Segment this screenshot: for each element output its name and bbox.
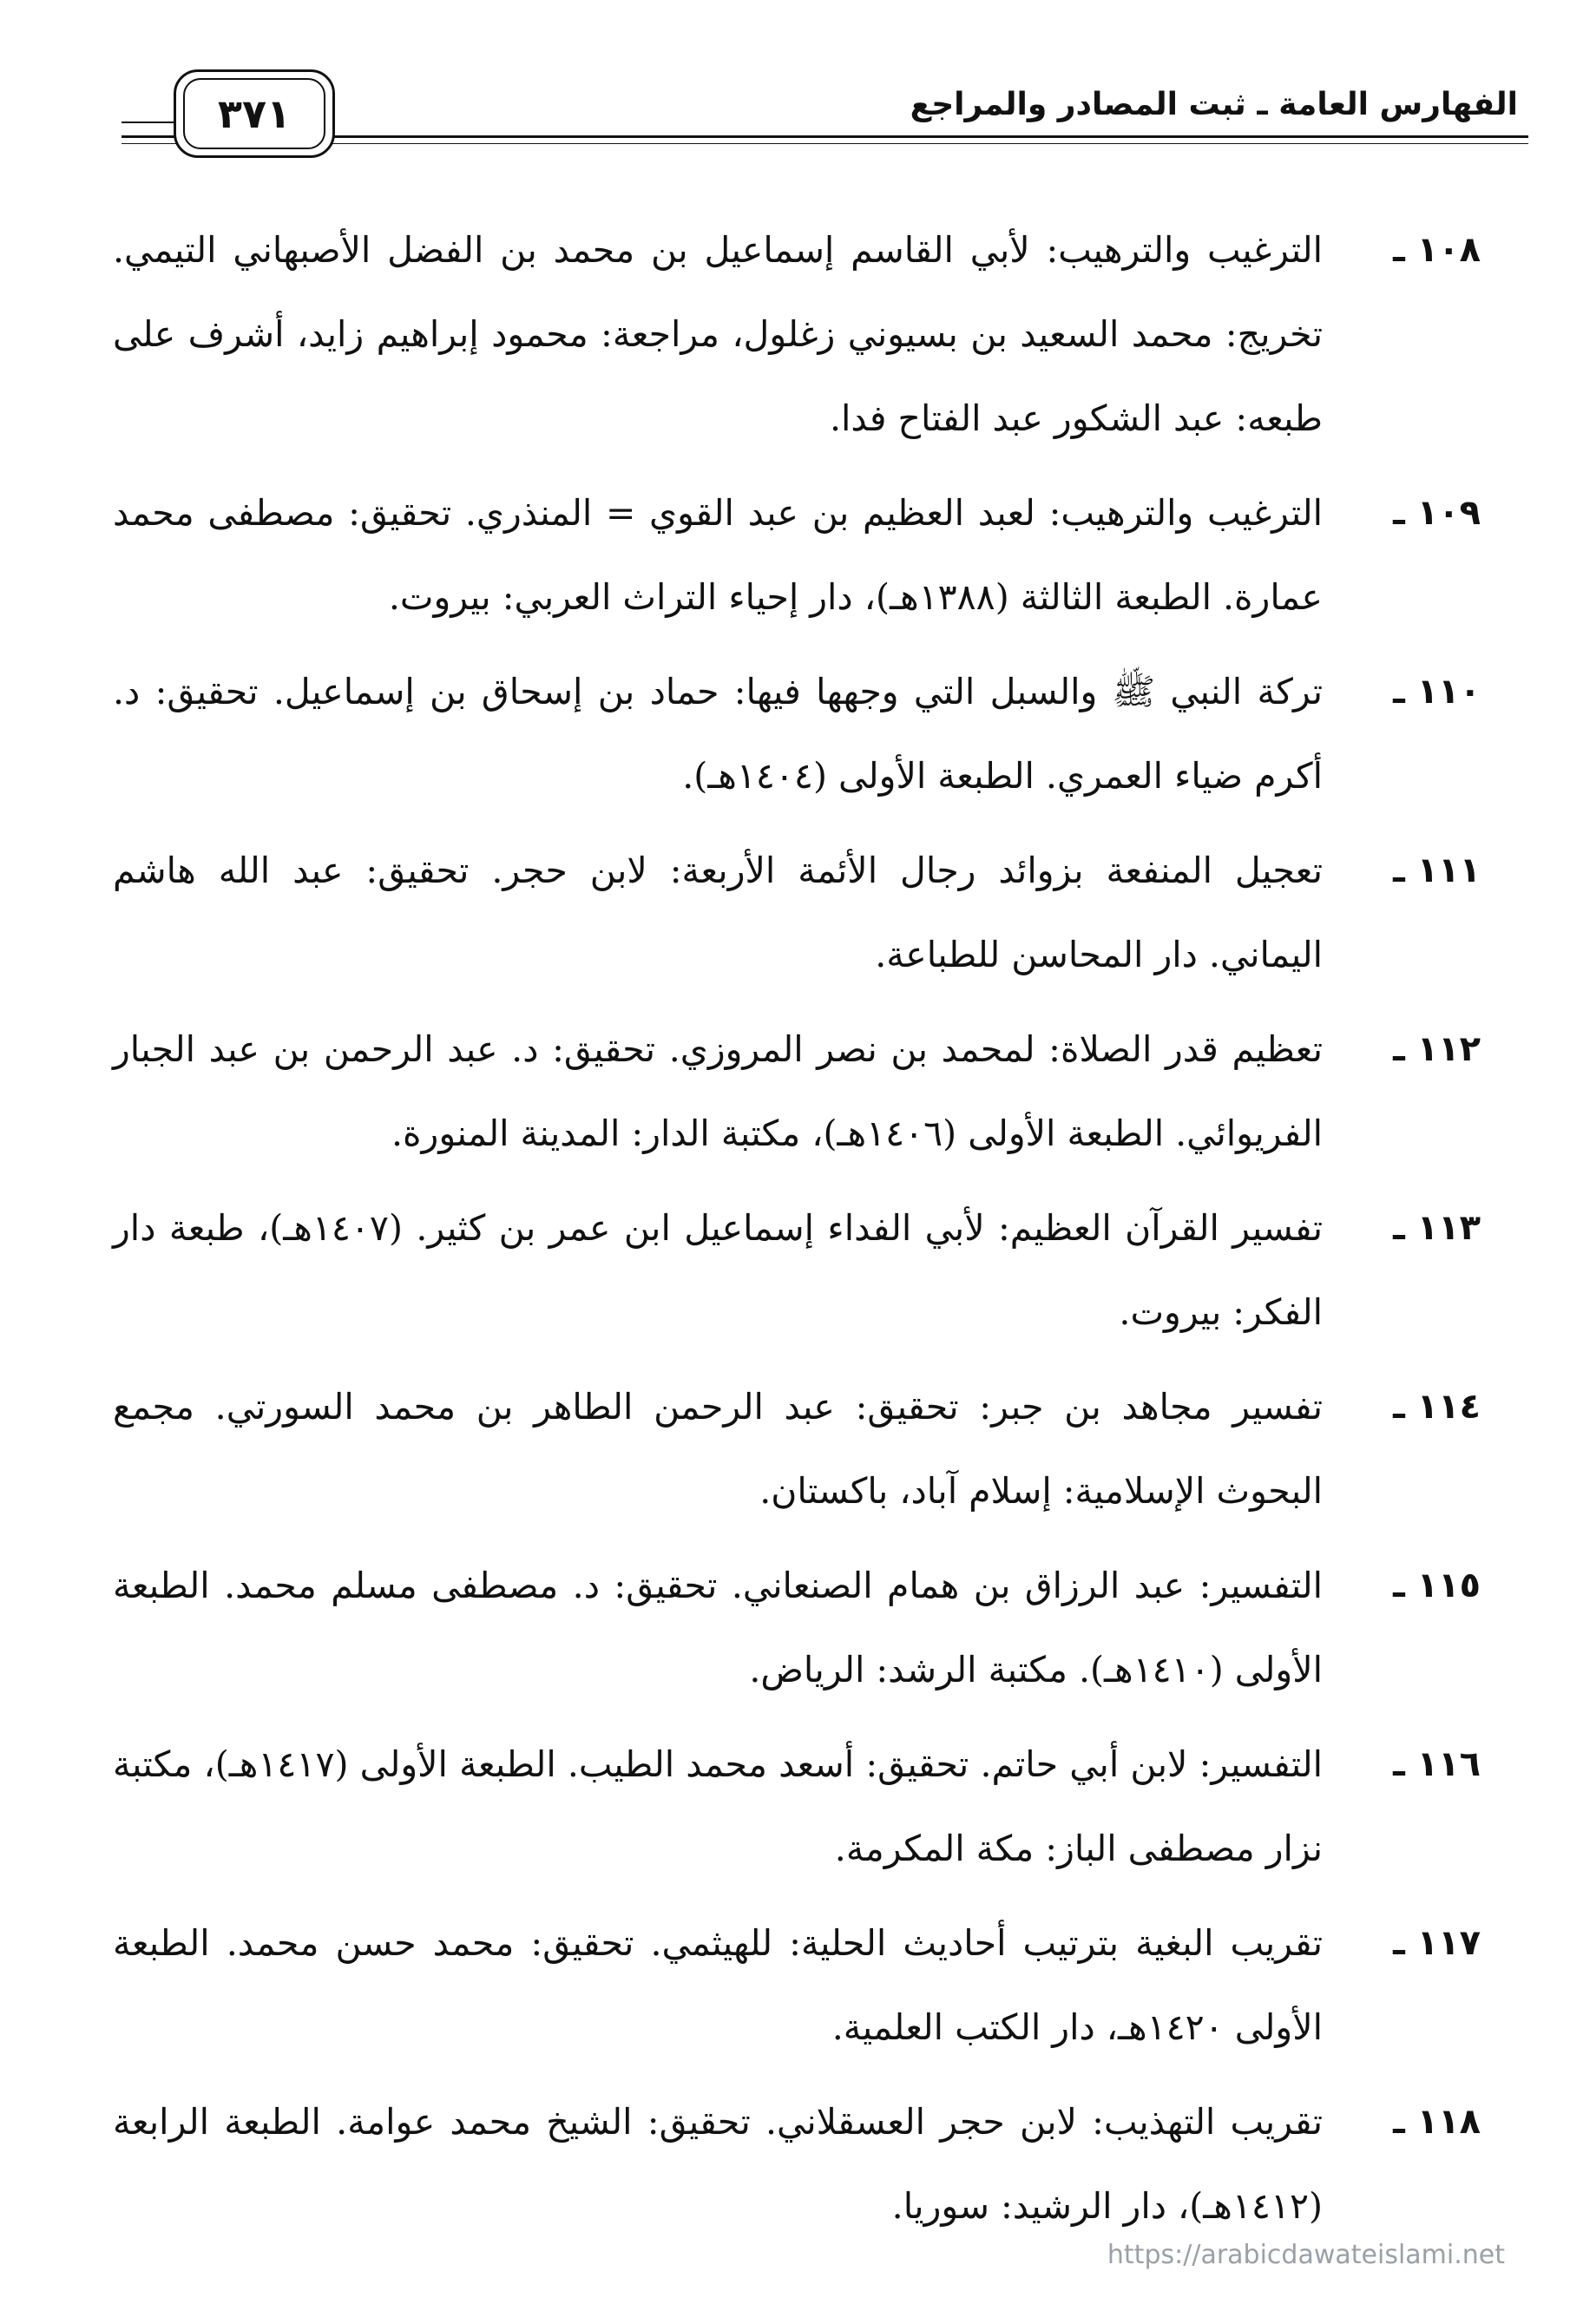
entry-number: ١١٧ ـ [1393, 1923, 1481, 1963]
entry-number: ١١٨ ـ [1393, 2102, 1481, 2142]
entry-number: ١٠٨ ـ [1393, 230, 1481, 270]
entry-text: تعظيم قدر الصلاة: لمحمد بن نصر المروزي. تحقيق: د. عبد الرحمن بن عبد الجبار الفريوائي. الطبعة الأولى (١٤٠٦هـ)، مكتبة الدار: المدينة المنورة. [113, 1028, 1323, 1154]
bibliography-entry [113, 1723, 1481, 1891]
entry-number: ١١١ ـ [1393, 850, 1481, 890]
entry-number: ١١٠ ـ [1393, 672, 1481, 712]
bibliography-entry [113, 1365, 1481, 1533]
entry-text: تعجيل المنفعة بزوائد رجال الأئمة الأربعة: لابن حجر. تحقيق: عبد الله هاشم اليماني. دار المحاسن للطباعة. [113, 850, 1323, 975]
page-number: ٣٧١ [183, 78, 325, 149]
entry-number: ١١٥ ـ [1393, 1566, 1481, 1605]
entry-text: تقريب التهذيب: لابن حجر العسقلاني. تحقيق: الشيخ محمد عوامة. الطبعة الرابعة (١٤١٢هـ)، دار الرشيد: سوريا. [113, 2101, 1323, 2227]
entry-text: تركة النبي ﷺ والسبل التي وجهها فيها: حماد بن إسحاق بن إسماعيل. تحقيق: د. أكرم ضياء العمري. الطبعة الأولى (١٤٠٤هـ). [113, 671, 1323, 797]
bibliography-entry [113, 1186, 1481, 1355]
entry-number: ١١٢ ـ [1393, 1029, 1481, 1069]
entry-text: تقريب البغية بترتيب أحاديث الحلية: للهيثمي. تحقيق: محمد حسن محمد. الطبعة الأولى ١٤٢٠هـ، دار الكتب العلمية. [113, 1922, 1323, 2048]
entry-text: تفسير القرآن العظيم: لأبي الفداء إسماعيل ابن عمر بن كثير. (١٤٠٧هـ)، طبعة دار الفكر: بيروت. [113, 1207, 1324, 1333]
entry-text: التفسير: لابن أبي حاتم. تحقيق: أسعد محمد الطيب. الطبعة الأولى (١٤١٧هـ)، مكتبة نزار مصطفى الباز: مكة المكرمة. [113, 1743, 1323, 1869]
entry-text: التفسير: عبد الرزاق بن همام الصنعاني. تحقيق: د. مصطفى مسلم محمد. الطبعة الأولى (١٤١٠هـ). مكتبة الرشد: الرياض. [113, 1565, 1323, 1690]
bibliography-entry [113, 2080, 1481, 2249]
entry-number: ١١٣ ـ [1393, 1208, 1481, 1248]
watermark-url: https://arabicdawateislami.net [1107, 2240, 1505, 2270]
header-rule-left [122, 121, 174, 123]
bibliography-entry [113, 1008, 1481, 1176]
running-header-title: الفهارس العامة ـ ثبت المصادر والمراجع [910, 87, 1518, 122]
page-number-frame [174, 69, 335, 158]
entry-number: ١١٦ ـ [1393, 1744, 1481, 1784]
entry-text: الترغيب والترهيب: لعبد العظيم بن عبد القوي = المنذري. تحقيق: مصطفى محمد عمارة. الطبعة الثالثة (١٣٨٨هـ)، دار إحياء التراث العربي: بيروت. [113, 492, 1323, 618]
entry-text: الترغيب والترهيب: لأبي القاسم إسماعيل بن محمد بن الفضل الأصبهاني التيمي. تخريج: محمد السعيد بن بسيوني زغلول، مراجعة: محمود إبراهيم زايد، أشرف على طبعه: عبد الشكور عبد الفتاح فدا. [113, 229, 1323, 439]
bibliography-entry [113, 650, 1481, 818]
entry-text: تفسير مجاهد بن جبر: تحقيق: عبد الرحمن الطاهر بن محمد السورتي. مجمع البحوث الإسلامية: إسلام آباد، باكستان. [113, 1386, 1323, 1512]
bibliography-list [113, 208, 1481, 2259]
bibliography-entry [113, 829, 1481, 997]
bibliography-entry [113, 471, 1481, 640]
entry-number: ١١٤ ـ [1393, 1387, 1481, 1427]
bibliography-entry [113, 208, 1481, 461]
bibliography-entry [113, 1544, 1481, 1712]
entry-number: ١٠٩ ـ [1393, 493, 1481, 533]
bibliography-entry [113, 1901, 1481, 2070]
